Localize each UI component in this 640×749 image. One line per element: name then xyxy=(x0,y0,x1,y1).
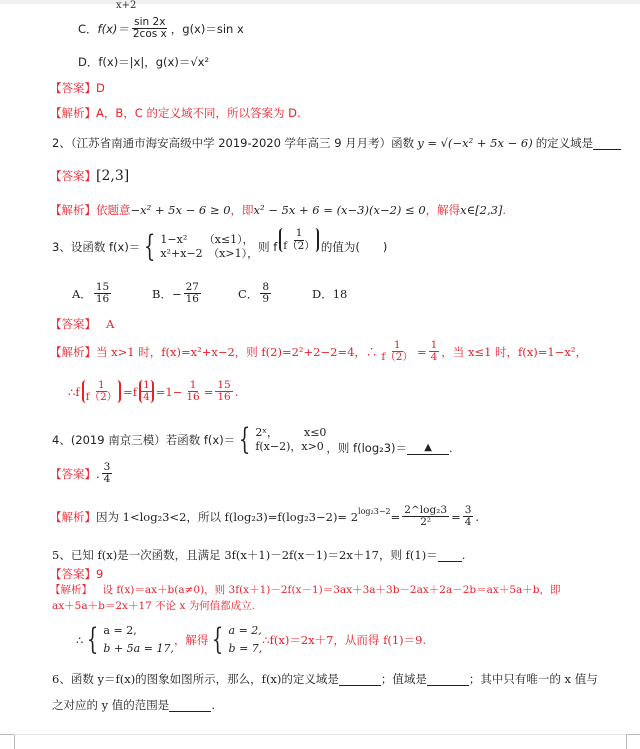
answer-blank xyxy=(339,673,381,686)
analysis-end: . xyxy=(475,509,480,524)
analysis-tag: 【解析】 xyxy=(50,584,92,596)
case-1-expr: 2ˣ， xyxy=(255,425,278,439)
denominator: 9 xyxy=(262,293,269,306)
numerator: 8 xyxy=(262,281,269,293)
brace-icon: { xyxy=(239,422,251,457)
math-text: f(x)＝ xyxy=(97,21,129,36)
analysis-5 xyxy=(50,582,561,597)
fraction xyxy=(184,380,201,403)
answer-tag: 【答案】 xyxy=(50,567,96,581)
analysis-text: . xyxy=(234,384,239,399)
equals: = xyxy=(390,509,401,524)
analysis-5-line-2: ax＋5a＋b＝2x＋17 不论 x 为何值都成立. xyxy=(52,600,256,612)
option-label: D． xyxy=(312,287,333,301)
answer-tag: 【答案】 xyxy=(50,169,96,183)
case-2-expr: f(x−2)， xyxy=(255,440,302,453)
denominator: 16 xyxy=(186,391,200,404)
answer-2 xyxy=(50,168,129,184)
equals: = xyxy=(451,509,461,524)
analysis-text: ，即 xyxy=(230,203,254,217)
denominator: f（2） xyxy=(85,391,118,404)
numerator: 15 xyxy=(95,281,110,293)
analysis-3 xyxy=(50,340,587,363)
numerator: 27 xyxy=(185,281,199,293)
option-b xyxy=(152,282,203,305)
analysis-text: 因为 1<log₂3<2，所以 f(log₂3)=f(log₂3−2)= 2 xyxy=(96,509,359,524)
page-corner-mark xyxy=(626,734,640,749)
fraction xyxy=(379,340,415,363)
question-6-line-2 xyxy=(52,697,215,713)
question-stem: 6、函数 y＝f(x)的图象如图所示，那么，f(x)的定义域是 xyxy=(52,672,339,686)
option-c xyxy=(78,17,244,40)
analysis-tag: 【解析】 xyxy=(50,203,96,217)
equation-system xyxy=(83,622,174,657)
option-c xyxy=(238,282,273,305)
analysis-text: A，B，C 的定义域不同，所以答案为 D. xyxy=(96,106,301,120)
math-formula: −x² + 5x − 6 ≥ 0 xyxy=(130,203,231,217)
answer-dot: . xyxy=(96,466,100,481)
question-end: . xyxy=(211,698,215,712)
answer-5 xyxy=(50,566,103,582)
equation: b = 7, xyxy=(228,641,263,655)
analysis-3-line-2 xyxy=(68,380,238,403)
answer-tag: 【答案】 xyxy=(50,466,96,481)
answer-blank xyxy=(169,699,211,712)
fraction xyxy=(260,282,271,305)
prev-fraction-tail: x+2 xyxy=(116,0,137,11)
denominator: f（2） xyxy=(283,239,315,252)
answer-blank xyxy=(427,673,469,686)
equals: = xyxy=(416,344,427,359)
fraction xyxy=(139,380,154,403)
equation-system xyxy=(208,622,262,657)
option-label: D． xyxy=(78,55,99,69)
numerator: 1 xyxy=(143,379,150,391)
question-5 xyxy=(52,547,465,563)
math-text: ，g(x)＝sin x xyxy=(170,21,244,36)
question-tail: 的值为( ) xyxy=(320,240,388,254)
analysis-tag: 【解析】 xyxy=(50,106,96,120)
answer-3 xyxy=(50,316,114,332)
page-bottom-edge xyxy=(14,734,626,735)
option-a xyxy=(72,282,113,305)
case-1-cond: x≤0 xyxy=(303,425,327,439)
page-corner-mark xyxy=(0,734,15,749)
answer-value: D xyxy=(96,81,105,95)
equation: b + 5a = 17, xyxy=(103,641,174,655)
analysis-text: 依题意 xyxy=(96,203,131,217)
math-formula: y = √(−x² + 5x − 6) xyxy=(417,136,533,150)
brace-icon: { xyxy=(144,229,156,264)
answer-tag: 【答案】 xyxy=(50,81,96,95)
brace-icon: { xyxy=(212,621,224,657)
math-formula: x∈[2,3] xyxy=(460,203,503,217)
question-stem: 4、(2019 南京三模）若函数 f(x)＝ xyxy=(52,433,236,447)
therefore-symbol: ∴ xyxy=(76,632,84,647)
analysis-tag: 【解析】 xyxy=(50,509,96,524)
question-end: . xyxy=(461,548,466,562)
analysis-text: =f xyxy=(123,384,138,399)
answer-value: A xyxy=(106,317,115,331)
option-value: 18 xyxy=(332,287,348,301)
brace-icon: { xyxy=(87,621,99,657)
denominator: f（2） xyxy=(381,351,413,364)
denominator: 2cos x xyxy=(132,28,167,41)
question-stem: 3、设函数 f(x)＝ xyxy=(52,240,141,254)
analysis-text: ，解得 xyxy=(425,203,461,217)
analysis-5-system xyxy=(76,622,426,657)
option-d xyxy=(78,54,209,70)
analysis-text: 设 f(x)＝ax＋b(a≠0)，则 3f(x＋1)－2f(x－1)＝3ax＋3a＋3b－2ax＋2a－2b＝ax＋5a＋b，即 xyxy=(92,584,561,596)
answer-tag: 【答案】 xyxy=(50,317,96,331)
fraction xyxy=(184,282,201,305)
analysis-1 xyxy=(50,105,301,121)
numerator: 3 xyxy=(464,504,472,516)
answer-value: [2,3] xyxy=(96,168,130,184)
fraction xyxy=(82,380,122,403)
denominator: 4 xyxy=(103,473,111,486)
analysis-text: =1− xyxy=(155,384,183,399)
answer-blank: ▲ xyxy=(407,442,449,455)
numerator: 3 xyxy=(103,461,111,473)
question-end: . xyxy=(449,441,453,455)
case-1: 1−x² （x≤1）， xyxy=(160,232,254,246)
question-6 xyxy=(52,671,598,687)
question-tail: ，则 f(log₂3)＝ xyxy=(326,441,408,455)
exponent: log₂3−2 xyxy=(358,507,391,517)
case-2: x²+x−2 （x>1）， xyxy=(160,247,259,260)
answer-4 xyxy=(50,462,114,485)
fraction xyxy=(279,228,319,251)
fraction xyxy=(463,505,474,528)
fraction xyxy=(102,462,113,485)
math-text: f(x)＝|x|，g(x)＝√x² xyxy=(98,55,210,69)
denominator: 2² xyxy=(420,516,432,529)
option-label: A． xyxy=(72,286,92,301)
analysis-text: 当 x>1 时，f(x)=x²+x−2，则 f(2)=2²+2−2=4，∴ xyxy=(96,344,378,359)
question-text: ；值域是 xyxy=(380,672,427,686)
numerator: 2^log₂3 xyxy=(404,504,448,516)
answer-blank xyxy=(593,137,621,150)
analysis-text: . xyxy=(502,203,507,217)
fraction xyxy=(94,282,111,305)
analysis-4 xyxy=(50,505,479,528)
analysis-text: = xyxy=(203,384,214,399)
fraction xyxy=(402,505,449,528)
case-2-cond: x>0 xyxy=(301,440,324,453)
question-tail: 的定义域是 xyxy=(535,136,594,150)
equation: a = 2, xyxy=(103,624,137,637)
option-label: B．− xyxy=(152,286,182,301)
question-3 xyxy=(52,227,388,264)
denominator: 4 xyxy=(143,391,150,404)
numerator: 1 xyxy=(393,339,401,351)
analysis-text: ，解得 xyxy=(173,632,209,647)
analysis-tag: 【解析】 xyxy=(50,344,96,359)
fraction xyxy=(131,17,169,40)
analysis-text: ∴f(x)＝2x＋7，从而得 f(1)＝9. xyxy=(262,632,427,647)
fraction xyxy=(215,380,232,403)
answer-blank xyxy=(438,549,462,562)
piecewise-function xyxy=(235,422,327,457)
option-d xyxy=(312,286,347,302)
question-2 xyxy=(52,135,621,151)
equation: a = 2, xyxy=(228,624,262,637)
analysis-2 xyxy=(50,202,506,218)
fraction xyxy=(429,340,440,363)
question-stem: 2、（江苏省南通市海安高级中学 2019-2020 学年高三 9 月月考）函数 xyxy=(52,136,415,150)
question-stem: 5、已知 f(x)是一次函数，且满足 3f(x＋1)－2f(x－1)＝2x＋17，则 f(1)＝ xyxy=(52,548,438,562)
analysis-text: ，当 x≤1 时，f(x)=1−x²， xyxy=(441,344,587,359)
denominator: 16 xyxy=(185,293,199,306)
page-top-edge xyxy=(0,0,640,4)
piecewise-function xyxy=(140,229,259,264)
answer-value: 9 xyxy=(96,567,104,581)
numerator: 15 xyxy=(217,379,231,391)
numerator: 1 xyxy=(430,339,438,351)
answer-1 xyxy=(50,80,105,96)
denominator: 4 xyxy=(430,351,438,364)
numerator: 1 xyxy=(98,379,105,391)
numerator: sin 2x xyxy=(134,16,166,28)
numerator: 1 xyxy=(189,379,197,391)
math-formula: x² − 5x + 6 = (x−3)(x−2) ≤ 0 xyxy=(253,203,426,217)
option-label: C． xyxy=(238,286,259,301)
question-text: 之对应的 y 值的范围是 xyxy=(52,698,170,712)
denominator: 4 xyxy=(464,516,472,529)
question-4 xyxy=(52,424,453,456)
numerator: 1 xyxy=(295,227,303,240)
denominator: 16 xyxy=(95,293,110,306)
analysis-text: ∴f xyxy=(68,384,80,399)
question-text: 则 f xyxy=(258,240,278,254)
question-text: ；其中只有唯一的 x 值与 xyxy=(468,672,598,686)
denominator: 16 xyxy=(217,391,231,404)
option-label: C． xyxy=(78,21,98,36)
